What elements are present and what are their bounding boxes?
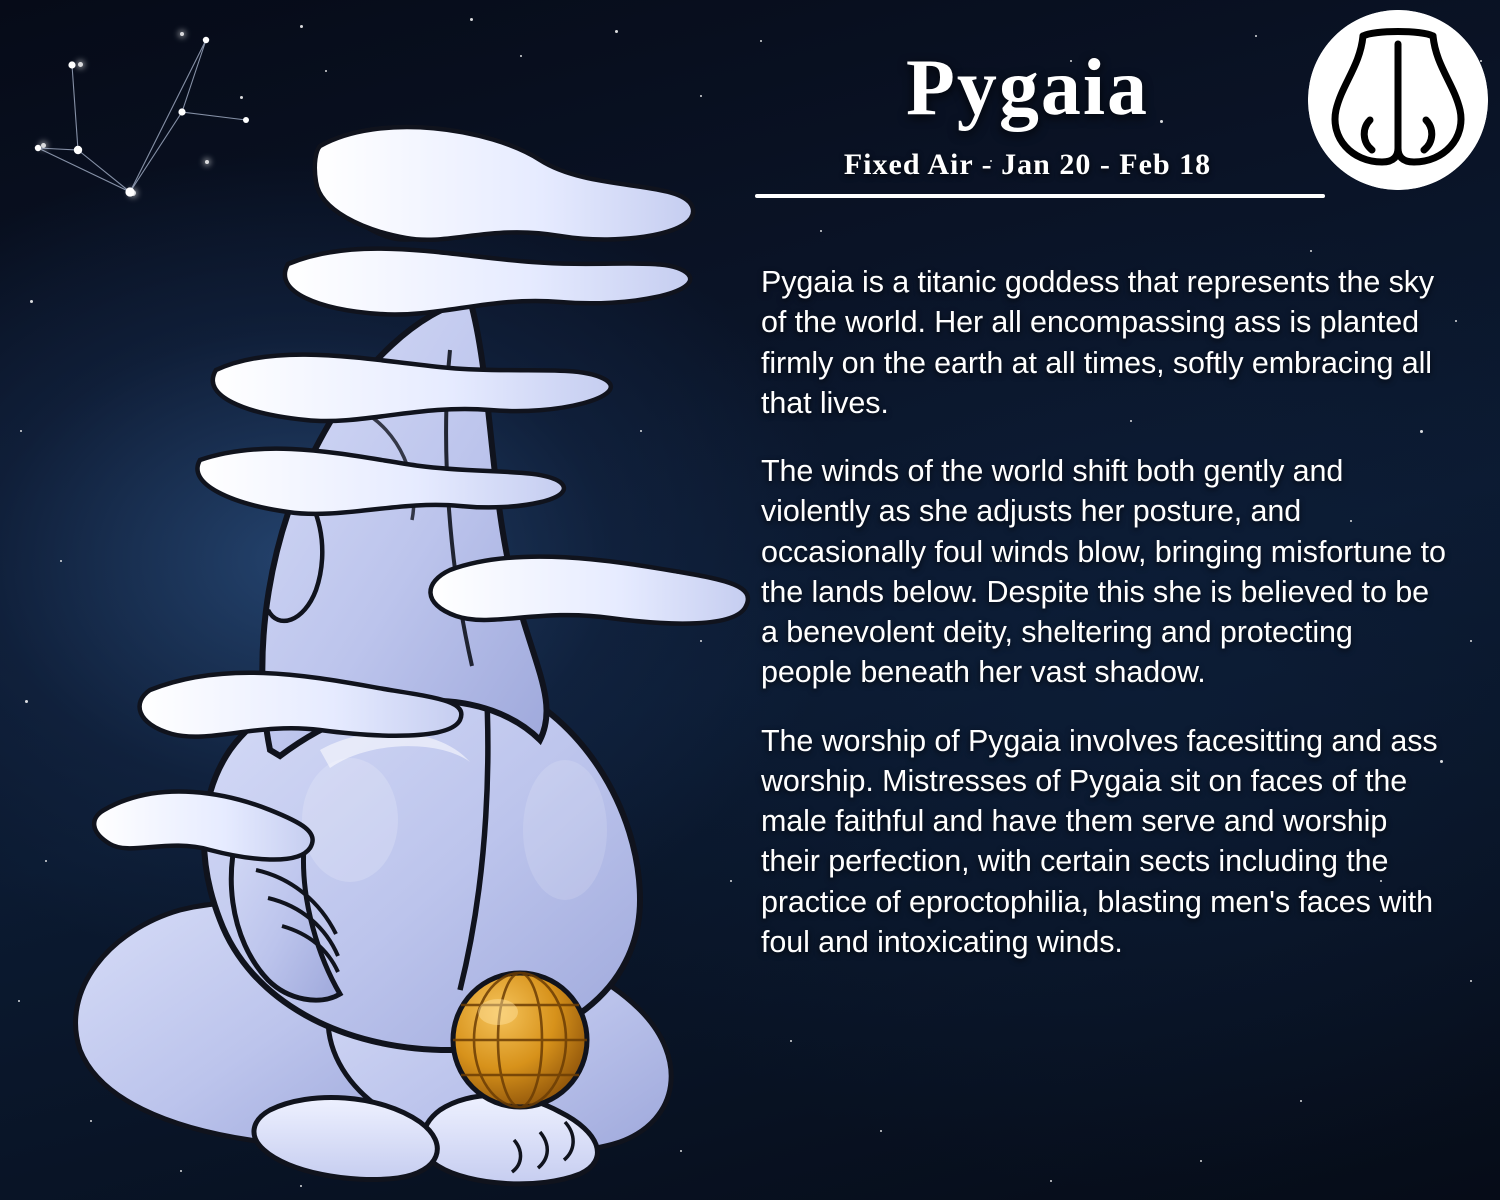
paragraph-1: Pygaia is a titanic goddess that represents the sky of the world. Her all encompassing ass is planted firmly on the earth at all times, softly embracing all that lives. <box>761 265 1435 420</box>
zodiac-subtitle: Fixed Air - Jan 20 - Feb 18 <box>843 148 1212 181</box>
pygaia-goddess-illustration <box>20 50 760 1190</box>
paragraph-2: The winds of the world shift both gently and violently as she adjusts her posture, and occasionally foul winds blow, bringing misfortune to the lands below. Despite this she is believed to be a benevolent deity, sheltering and protecting people beneath her vast shadow. <box>761 454 1446 690</box>
description-text <box>761 262 1451 962</box>
paragraph-3: The worship of Pygaia involves facesitting and ass worship. Mistresses of Pygaia sit on faces of the male faithful and have them serve and worship their perfection, with certain sects including the practice of eproctophilia, blasting men's faces with foul and intoxicating winds. <box>761 723 1438 959</box>
divider <box>755 194 1325 198</box>
hourglass-ass-sigil <box>1308 10 1488 190</box>
page-title: Pygaia <box>905 44 1150 132</box>
info-panel <box>755 0 1500 1200</box>
